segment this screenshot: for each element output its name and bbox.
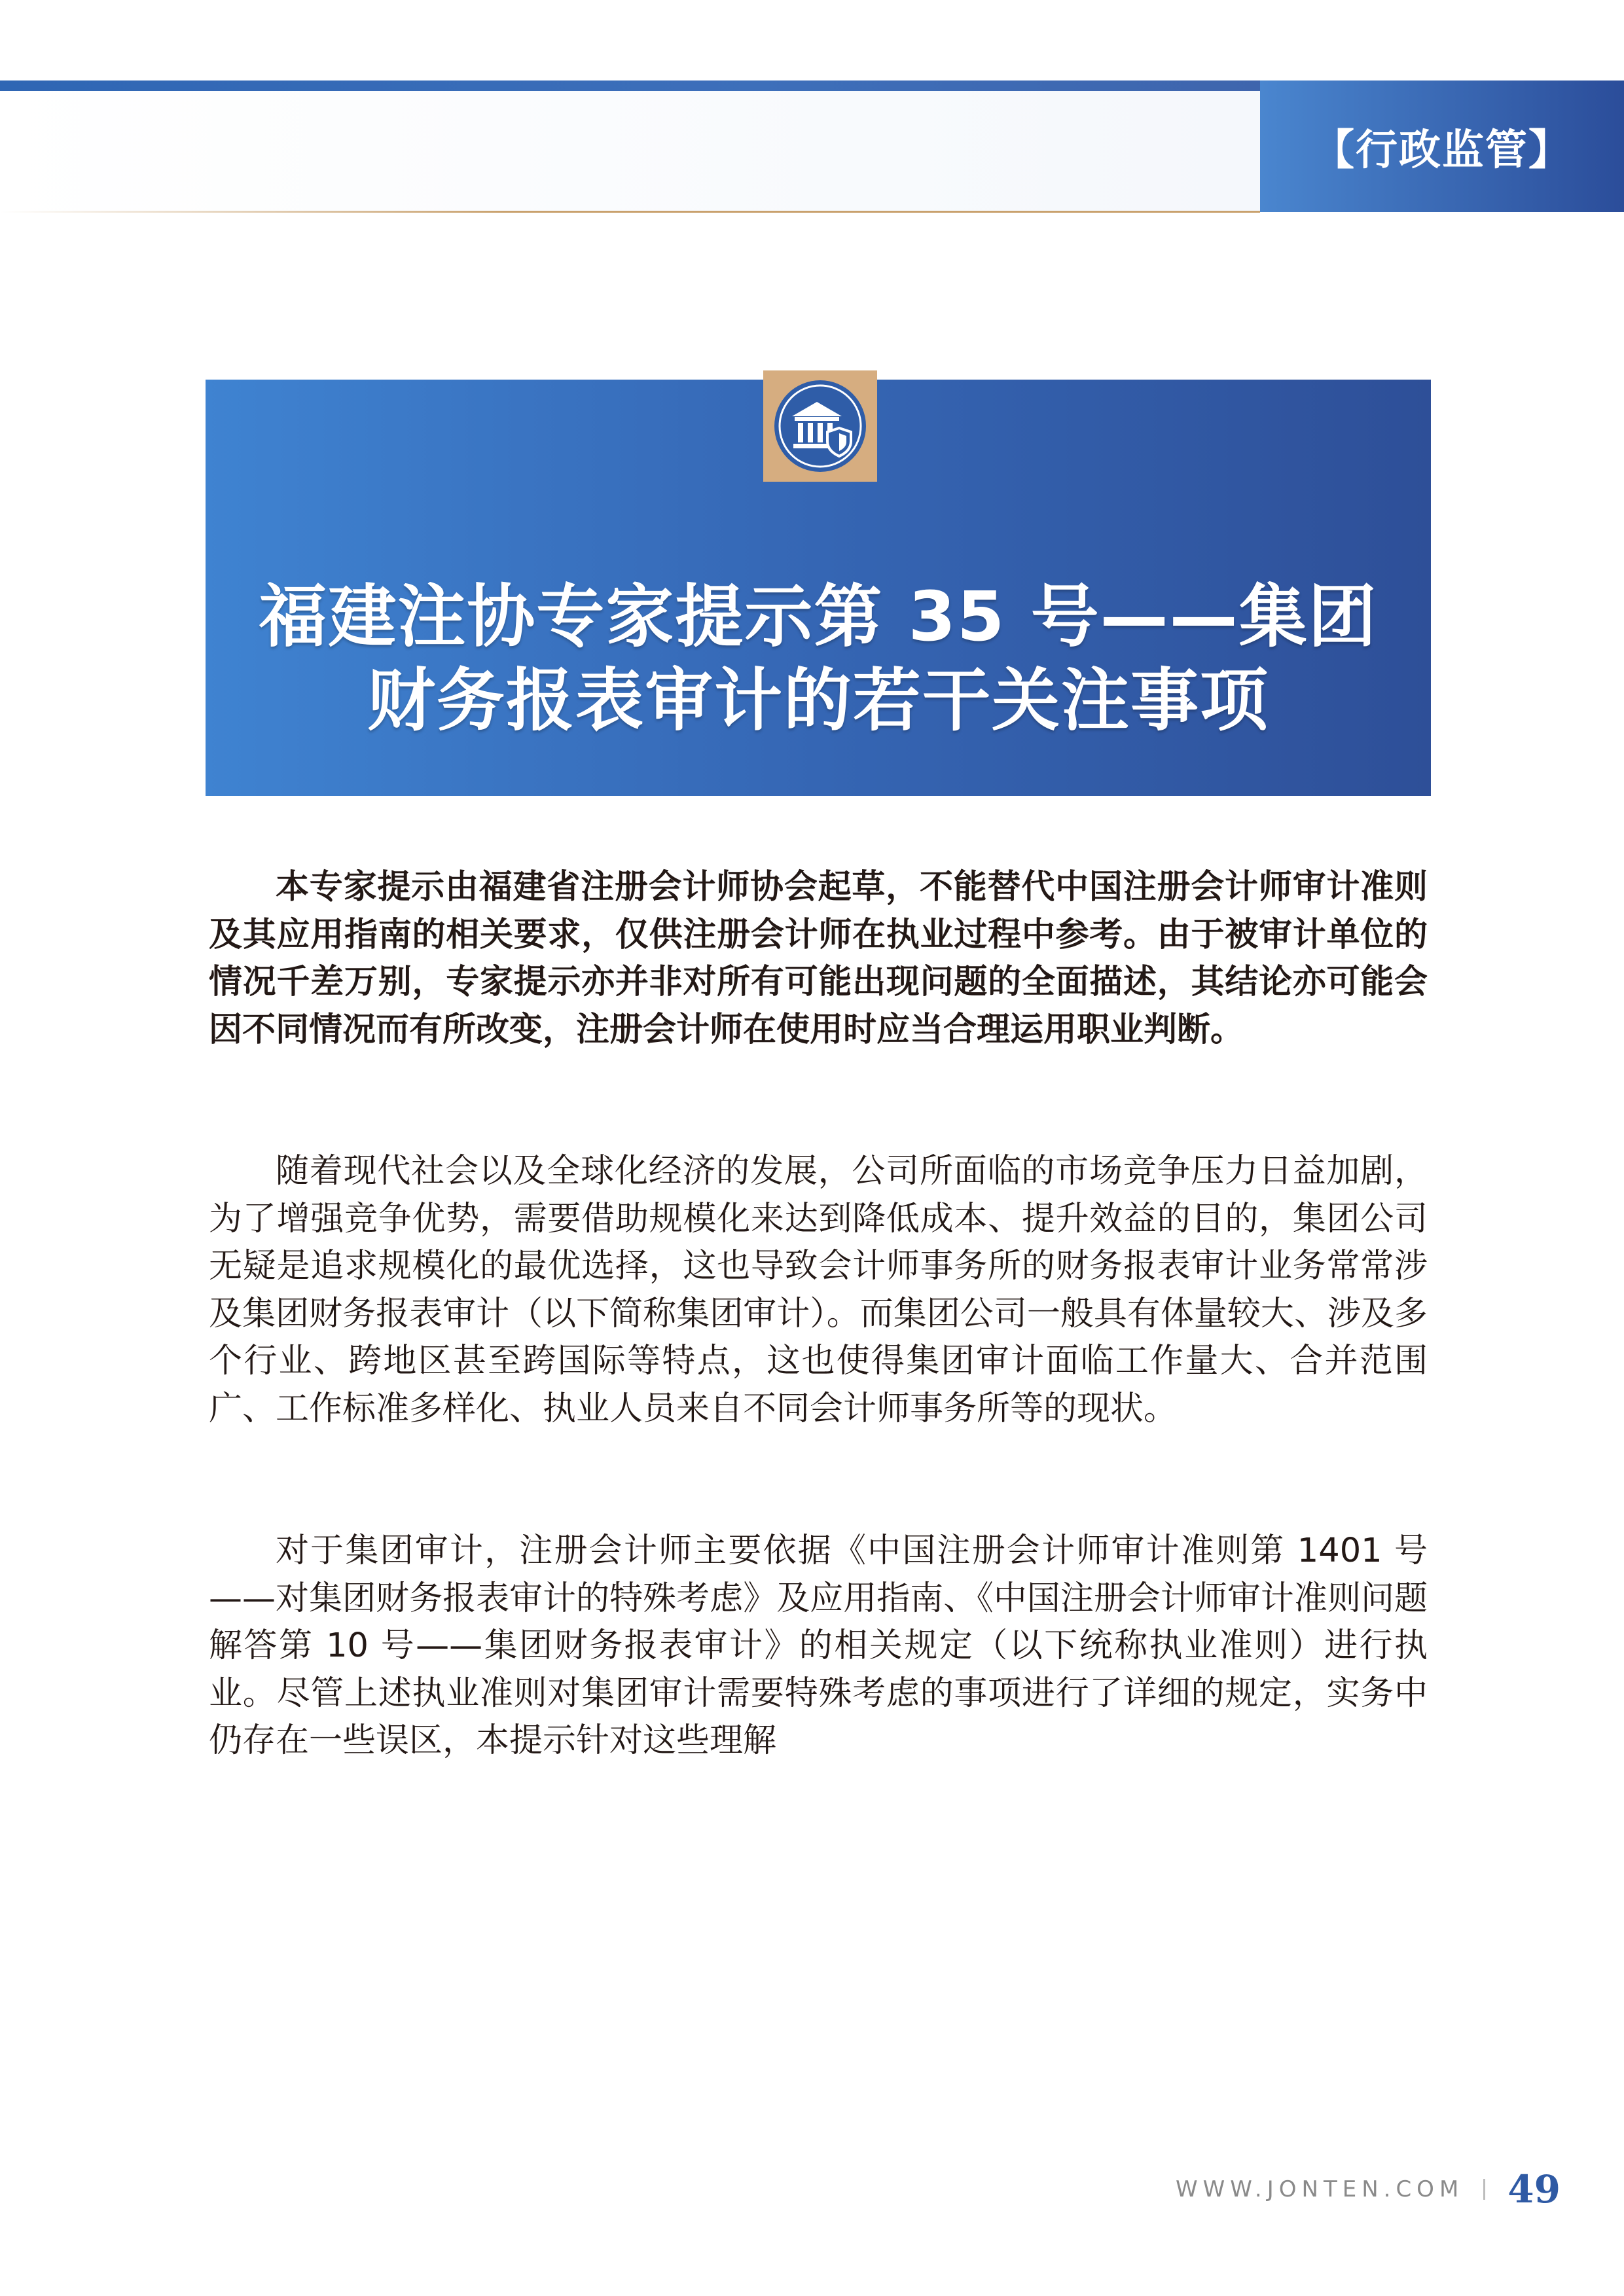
article-body bbox=[209, 864, 1428, 1765]
section-tab bbox=[1260, 81, 1624, 212]
bank-shield-icon bbox=[771, 377, 869, 475]
footer-url: WWW.JONTEN.COM bbox=[1175, 2176, 1464, 2202]
body-paragraph-1: 随着现代社会以及全球化经济的发展，公司所面临的市场竞争压力日益加剧，为了增强竞争优势，需要借助规模化来达到降低成本、提升效益的目的，集团公司无疑是追求规模化的最优选择，这也导致会计师事务所的财务报表审计业务常常涉及集团财务报表审计（以下简称集团审计）。而集团公司一般具有体量较大、涉及多个行业、跨地区甚至跨国际等特点，这也使得集团审计面临工作量大、合并范围广、工作标准多样化、执业人员来自不同会计师事务所等的现状。 bbox=[209, 1152, 1428, 1428]
intro-paragraph: 本专家提示由福建省注册会计师协会起草，不能替代中国注册会计师审计准则及其应用指南的相关要求，仅供注册会计师在执业过程中参考。由于被审计单位的情况千差万别，专家提示亦并非对所有可能出现问题的全面描述，其结论亦可能会因不同情况而有所改变，注册会计师在使用时应当合理运用职业判断。 bbox=[209, 868, 1428, 1049]
body-paragraph-2: 对于集团审计，注册会计师主要依据《中国注册会计师审计准则第 1401 号——对集团财务报表审计的特殊考虑》及应用指南、《中国注册会计师审计准则问题解答第 10 号——集团财务报表审计》的相关规定（以下统称执业准则）进行执业。尽管上述执业准则对集团审计需要特殊考虑的事项进行了详细的规定，实务中仍存在一些误区，本提示针对这些理解 bbox=[209, 1532, 1428, 1760]
emblem-badge bbox=[763, 370, 877, 482]
page-footer bbox=[1176, 2166, 1561, 2212]
footer-divider bbox=[1483, 2179, 1485, 2200]
section-label: 【行政监管】 bbox=[1312, 125, 1572, 175]
header-gold-rule bbox=[0, 211, 1260, 213]
page-title bbox=[206, 575, 1431, 742]
header-top-rule bbox=[0, 81, 1260, 91]
title-line-1: 福建注协专家提示第 35 号——集团 bbox=[259, 577, 1378, 656]
header-band bbox=[0, 91, 1260, 212]
page-number: 49 bbox=[1507, 2167, 1561, 2212]
title-line-2: 财务报表审计的若干关注事项 bbox=[367, 660, 1269, 740]
